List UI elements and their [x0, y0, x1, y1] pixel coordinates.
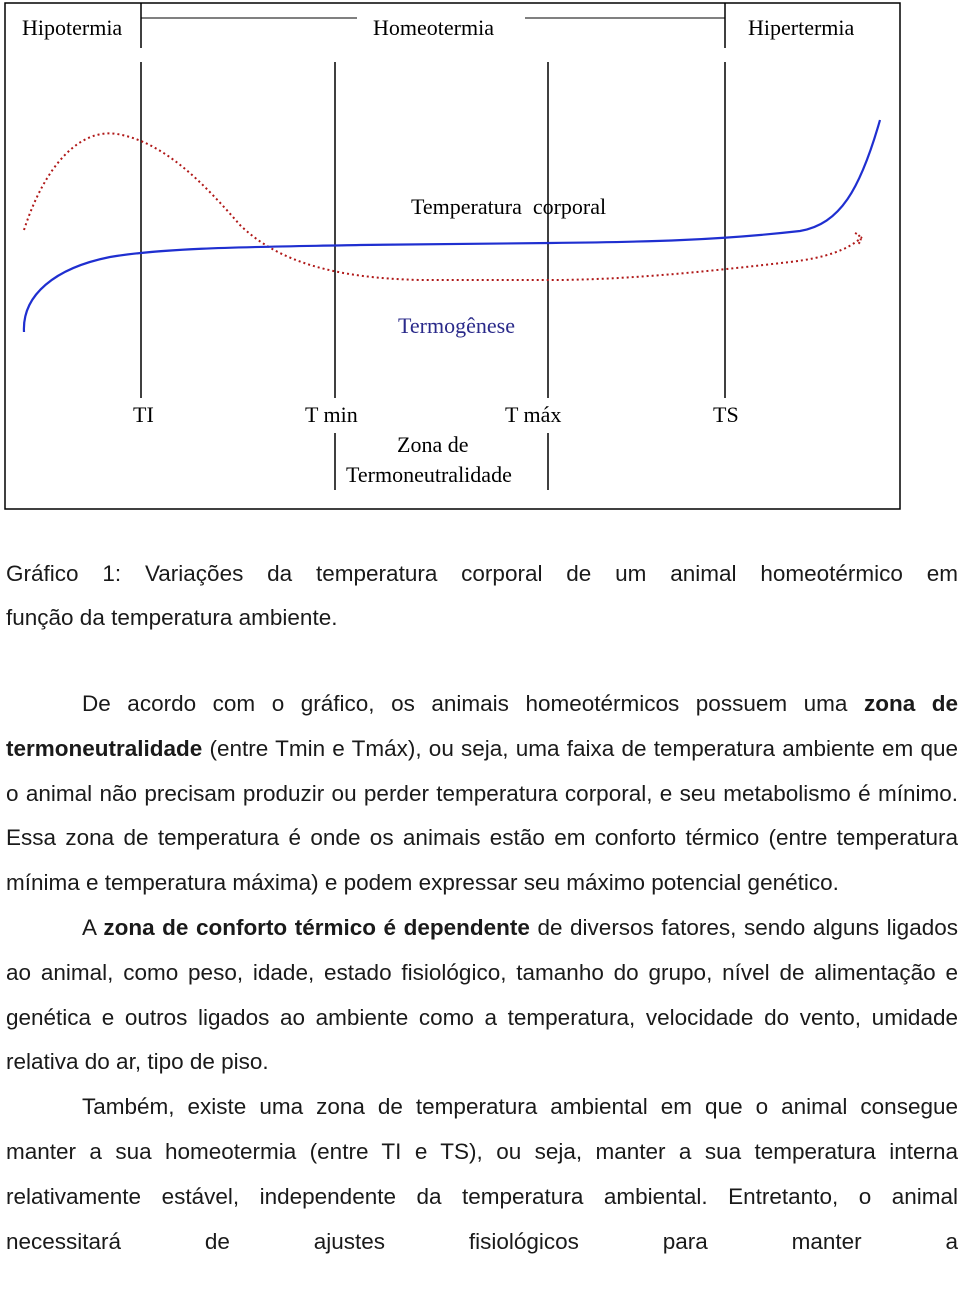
p2-bold-1: zona de conforto térmico é dependente: [103, 914, 530, 940]
ts-label: TS: [713, 402, 739, 427]
body-text: [6, 682, 958, 1264]
caption-line-1: Gráfico 1: Variações da temperatura corporal de um animal homeotérmico em: [6, 561, 958, 586]
zone-label-hypothermia: Hipotermia: [22, 15, 123, 40]
thermal-zones-figure: [0, 0, 960, 515]
p2-text-2: de diversos fatores, sendo alguns ligados ao animal, como peso, idade, estado fisiológico, tamanho do grupo, nível de alimentação e genética e outros ligados ao ambiente como a temperatura, velocidade do vento, umidade relativa do ar, tipo de piso.: [6, 914, 958, 1075]
ti-label: TI: [133, 402, 154, 427]
tmin-label: T min: [305, 402, 358, 427]
tmax-label: T máx: [505, 402, 562, 427]
paragraph-conforto-termico: [6, 906, 958, 1085]
body-temperature-curve: [24, 120, 880, 332]
paragraph-termoneutralidade: [6, 682, 958, 906]
p3-text-1: Também, existe uma zona de temperatura ambiental em que o animal consegue manter a sua homeotermia (entre TI e TS), ou seja, manter a sua temperatura interna relativamente estável, independente da temperatura ambiental. Entretanto, o animal necessitará de ajustes fisiológicos para manter a: [6, 1094, 958, 1254]
paragraph-homeotermia: [6, 1085, 958, 1264]
caption-line-2: função da temperatura ambiente.: [6, 605, 338, 630]
p1-bold-1: zona de termoneutralidade: [6, 691, 959, 761]
zone-label-hyperthermia: Hipertermia: [748, 15, 855, 40]
body-temperature-label: Temperatura corporal: [411, 194, 607, 219]
p2-text-1: A: [82, 914, 104, 940]
p1-text-1: De acordo com o gráfico, os animais homeotérmicos possuem uma: [82, 691, 864, 716]
neutral-zone-label-1: Zona de: [397, 432, 469, 457]
p1-text-2: (entre Tmin e Tmáx), ou seja, uma faixa de temperatura ambiente em que o animal não precisam produzir ou perder temperatura corporal, e seu metabolismo é mínimo. Essa zona de temperatura é onde os animais estão em conforto térmico (entre temperatura mínima e temperatura máxima) e podem expressar seu máximo potencial genético.: [6, 735, 958, 896]
neutral-zone-label-2: Termoneutralidade: [346, 462, 512, 487]
zone-label-homeothermia: Homeotermia: [373, 15, 494, 40]
thermogenesis-label: Termogênese: [398, 313, 515, 338]
figure-caption: [6, 552, 958, 640]
thermogenesis-curve-tail: [855, 233, 861, 244]
